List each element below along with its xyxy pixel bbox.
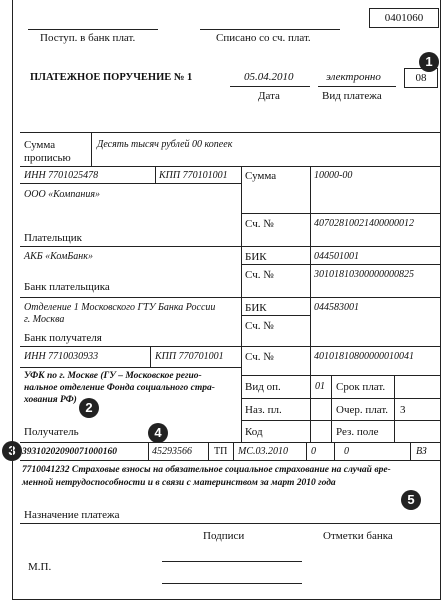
sum-words-top-line — [20, 132, 440, 133]
sum-words-label: Сумма — [24, 139, 56, 151]
form-title: ПЛАТЕЖНОЕ ПОРУЧЕНИЕ № 1 — [30, 72, 193, 83]
payer-bik: 044501001 — [314, 251, 359, 262]
payee-bank-name: Отделение 1 Московского ГТУ Банка России — [24, 302, 216, 313]
marker-4: 4 — [148, 423, 168, 443]
payment-type-line — [318, 86, 396, 87]
inn-kpp-divider — [150, 346, 151, 367]
payer-label: Плательщик — [24, 232, 82, 244]
payer-corr-account: 30101810300000000825 — [314, 269, 414, 280]
grid-divider-left — [241, 166, 242, 442]
grid-line — [241, 213, 440, 214]
op-type-label: Вид оп. — [245, 381, 281, 393]
payment-type-label: Вид платежа — [322, 90, 382, 102]
payee-name-line-1: УФК по г. Москве (ГУ – Московское регио- — [24, 371, 202, 381]
inn-kpp-divider — [155, 166, 156, 183]
budget-basis: ТП — [214, 446, 228, 457]
aux-divider — [394, 375, 395, 442]
purpose-line-2: менной нетрудоспособности и в связи с материнством за март 2010 года — [22, 478, 336, 488]
marker-1: 1 — [419, 52, 439, 72]
payer-bank-label: Банк плательщика — [24, 281, 110, 293]
grid-line — [20, 367, 241, 368]
op-type-value: 01 — [315, 381, 325, 392]
payee-account-label: Сч. № — [245, 351, 274, 363]
grid-line — [20, 442, 440, 443]
budget-type: ВЗ — [416, 446, 427, 457]
grid-line — [20, 166, 440, 167]
budget-doc-number: 0 — [311, 446, 316, 457]
priority-value: 3 — [400, 404, 406, 416]
code-label: Код — [245, 426, 263, 438]
grid-line — [241, 398, 440, 399]
term-label: Срок плат. — [336, 381, 386, 393]
payee-bank-label: Банк получателя — [24, 332, 102, 344]
stamp-label: М.П. — [28, 561, 52, 573]
grid-line — [241, 264, 440, 265]
status-code: 08 — [415, 72, 427, 84]
payee-name-line-2: нальное отделение Фонда социального стра- — [24, 383, 215, 393]
signatures-label: Подписи — [203, 530, 245, 542]
bank-received-line — [28, 29, 158, 30]
budget-divider — [334, 442, 335, 460]
payer-kpp: КПП 770101001 — [159, 170, 228, 181]
form-code: 0401060 — [384, 12, 424, 24]
grid-line — [20, 183, 241, 184]
bank-received-label: Поступ. в банк плат. — [40, 32, 136, 44]
payee-corr-label: Сч. № — [245, 320, 274, 332]
debited-line — [200, 29, 340, 30]
payer-account: 40702810021400000012 — [314, 218, 414, 229]
debited-label: Списано со сч. плат. — [216, 32, 311, 44]
budget-divider — [208, 442, 209, 460]
purpose-code-label: Наз. пл. — [245, 404, 282, 416]
grid-line — [241, 315, 310, 316]
frame-left — [12, 0, 13, 600]
aux-divider — [331, 375, 332, 442]
marker-2: 2 — [79, 398, 99, 418]
grid-line — [20, 346, 440, 347]
payee-account: 40101810800000010041 — [314, 351, 414, 362]
payee-inn: ИНН 7710030933 — [24, 351, 99, 362]
grid-line — [20, 297, 440, 298]
sum-words-value: Десять тысяч рублей 00 копеек — [97, 139, 233, 150]
reserve-label: Рез. поле — [336, 426, 379, 438]
sum-label: Сумма — [245, 170, 277, 182]
payee-kpp: КПП 770701001 — [155, 351, 224, 362]
grid-line — [241, 375, 440, 376]
date-label: Дата — [258, 90, 280, 102]
budget-row-bottom-line — [20, 460, 440, 461]
grid-line — [20, 246, 440, 247]
payee-bik: 044583001 — [314, 302, 359, 313]
payer-name: ООО «Компания» — [24, 189, 101, 200]
frame-bottom — [12, 599, 440, 600]
budget-divider — [233, 442, 234, 460]
sum-words-divider — [91, 132, 92, 166]
budget-doc-date: 0 — [344, 446, 349, 457]
purpose-bottom-line — [20, 523, 440, 524]
payer-corr-label: Сч. № — [245, 269, 274, 281]
grid-line — [241, 420, 440, 421]
sum-words-label-2: прописью — [24, 152, 71, 164]
purpose-label: Назначение платежа — [24, 509, 120, 521]
payee-label: Получатель — [24, 426, 79, 438]
frame-right — [440, 0, 441, 600]
purpose-line-1: 7710041232 Страховые взносы на обязательное социальное страхование на случай вре- — [22, 465, 391, 475]
payment-type-value: электронно — [326, 71, 381, 83]
bank-marks-label: Отметки банка — [323, 530, 393, 542]
payee-bik-label: БИК — [245, 302, 267, 314]
marker-3: 3 — [2, 441, 22, 461]
budget-divider — [410, 442, 411, 460]
signature-line-1 — [162, 561, 302, 562]
payee-bank-city: г. Москва — [24, 314, 65, 325]
payer-bank-name: АКБ «КомБанк» — [24, 251, 93, 262]
budget-okato: 45293566 — [152, 446, 192, 457]
signature-line-2 — [162, 583, 302, 584]
grid-divider-right — [310, 166, 311, 442]
payer-account-label: Сч. № — [245, 218, 274, 230]
budget-period: МС.03.2010 — [238, 446, 288, 457]
date-value: 05.04.2010 — [244, 71, 294, 83]
sum-value: 10000-00 — [314, 170, 353, 181]
payer-bik-label: БИК — [245, 251, 267, 263]
marker-5: 5 — [401, 490, 421, 510]
payer-inn: ИНН 7701025478 — [24, 170, 99, 181]
budget-divider — [148, 442, 149, 460]
budget-kbk: 39310202090071000160 — [22, 447, 117, 457]
payee-name-line-3: хования РФ) — [24, 395, 77, 405]
date-line — [230, 86, 310, 87]
priority-label: Очер. плат. — [336, 404, 389, 416]
budget-divider — [306, 442, 307, 460]
